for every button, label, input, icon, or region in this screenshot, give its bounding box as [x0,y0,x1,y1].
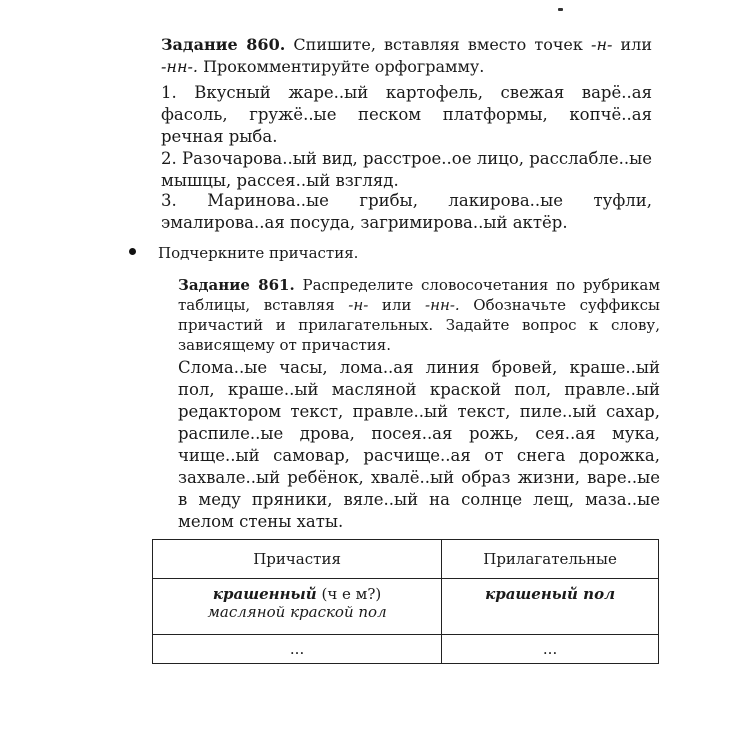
bullet-icon [129,248,136,255]
task-860-suffix-n: -н- [591,35,613,54]
scan-speck [558,8,563,11]
task-860-text-a: Спишите, вставляя вместо точек [293,35,583,54]
bullet-instruction [129,243,659,263]
bullet-text: Подчеркните причастия. [158,244,359,262]
task-860-item-3-text: 3. Маринова..ые грибы, лакирова..ые туфли, эмалирова..ая посуда, загримирова..ый актёр. [161,191,652,232]
task-860-suffix-nn: -нн-. [161,57,198,76]
cell-example-participle [153,579,442,635]
task-860-text-b: Прокомментируйте орфограмму. [203,57,485,76]
task-860-item-1-text: 1. Вкусный жаре..ый картофель, свежая варё..ая фасоль, гружё..ые песком платформы, копчё..ая речная рыба. [161,83,652,146]
task-861-instruction [178,275,660,355]
classification-table [152,539,659,664]
header-adjectives: Прилагательные [442,540,659,579]
cell-example-adjective [442,579,659,635]
example-participle-question: (ч е м?) [321,585,382,603]
task-860-item-1 [161,82,652,148]
cell-ellipsis-left: ... [153,635,442,664]
header-participles: Причастия [153,540,442,579]
task-861-suffix-n: -н- [348,296,369,314]
task-861-text-a: Распределите словосочетания по рубрикам таблицы, вставляя [178,276,660,314]
cell-ellipsis-right: ... [442,635,659,664]
task-860-instruction [161,34,652,78]
table-header-row [153,540,659,579]
task-861-word-list [178,357,660,533]
table-row [153,635,659,664]
task-861-suffix-nn: -нн-. [425,296,460,314]
task-861-or: или [381,296,412,314]
task-861-label: Задание 861. [178,276,295,294]
task-860-item-2-text: 2. Разочарова..ый вид, расстрое..ое лицо, расслабле..ые мышцы, рассея..ый взгляд. [161,149,653,190]
task-860-item-3 [161,190,652,234]
table-row [153,579,659,635]
task-860-item-2 [161,148,652,192]
example-participle-word: крашенный [212,585,317,603]
task-860-or: или [620,35,653,54]
task-861-words-text: Слома..ые часы, лома..ая линия бровей, краше..ый пол, краше..ый масляной краской пол, правле..ый редактором текст, правле..ый текст, пиле..ый сахар, распиле..ые дрова, посея..ая рожь, сея..ая мука, чище..ый самовар, расчище..ая от снега дорожка, захвале..ый ребёнок, хвалё..ый образ жизни, варе..ые в меду пряники, вяле..ый на солнце лещ, маза..ые мелом стены хаты. [178,358,660,531]
task-860-label: Задание 860. [161,35,286,54]
example-participle-phrase: масляной краской пол [207,603,387,621]
example-adjective-phrase: крашеный пол [485,585,616,603]
task-861-text-b: Обозначьте суффиксы причастий и прилагательных. Задайте вопрос к слову, зависящему от причастия. [178,296,660,354]
